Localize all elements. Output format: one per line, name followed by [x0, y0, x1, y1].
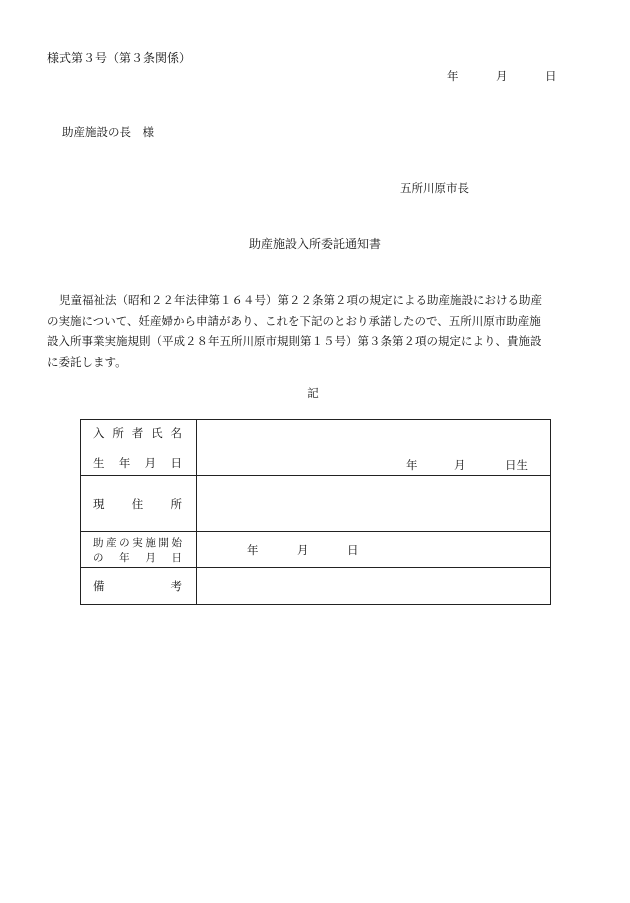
start-date-label-cell — [81, 532, 197, 568]
body-line: 設入所事業実施規則（平成２８年五所川原市規則第１５号）第３条第２項の規定により、貴施設 — [47, 334, 542, 348]
name-birth-label-cell — [81, 420, 197, 476]
body-line: 児童福祉法（昭和２２年法律第１６４号）第２２条第２項の規定による助産施設における助産 — [59, 293, 542, 307]
remarks-label-cell — [81, 568, 197, 605]
body-line: に委託します。 — [47, 354, 127, 369]
start-date-value-cell[interactable] — [197, 532, 551, 568]
body-line: の実施について、妊産婦から申請があり、これを下記のとおり承諾したので、五所川原市助産施 — [47, 313, 541, 328]
address-label-cell — [81, 476, 197, 532]
form-number: 様式第３号（第３条関係） — [47, 51, 192, 65]
start-date-label-line2: の 年 月 日 — [93, 551, 182, 564]
address-label: 現 住 所 — [93, 496, 182, 511]
start-year-suffix: 年 — [247, 543, 259, 557]
name-label: 入 所 者 氏 名 — [93, 425, 182, 440]
ki-heading: 記 — [307, 386, 319, 400]
body-text — [47, 290, 587, 372]
birth-year-suffix: 年 — [406, 458, 418, 472]
date-year-label: 年 — [447, 69, 459, 83]
addressee: 助産施設の長 様 — [62, 125, 154, 139]
address-value-cell[interactable] — [197, 476, 551, 532]
birthdate-label: 生 年 月 日 — [93, 455, 182, 470]
name-birth-value-cell[interactable] — [197, 420, 551, 476]
date-day-label: 日 — [545, 69, 557, 83]
birth-day-suffix: 日生 — [505, 458, 528, 472]
start-month-suffix: 月 — [297, 543, 309, 557]
issuer: 五所川原市長 — [400, 181, 469, 195]
start-date-label-line1: 助 産 の 実 施 開 始 — [93, 536, 182, 549]
birth-month-suffix: 月 — [454, 458, 466, 472]
document-title: 助産施設入所委託通知書 — [248, 237, 381, 251]
remarks-label: 備 考 — [93, 579, 182, 593]
date-month-label: 月 — [496, 69, 508, 83]
remarks-value-cell[interactable] — [197, 568, 551, 605]
start-day-suffix: 日 — [347, 543, 359, 557]
info-table — [80, 419, 551, 605]
